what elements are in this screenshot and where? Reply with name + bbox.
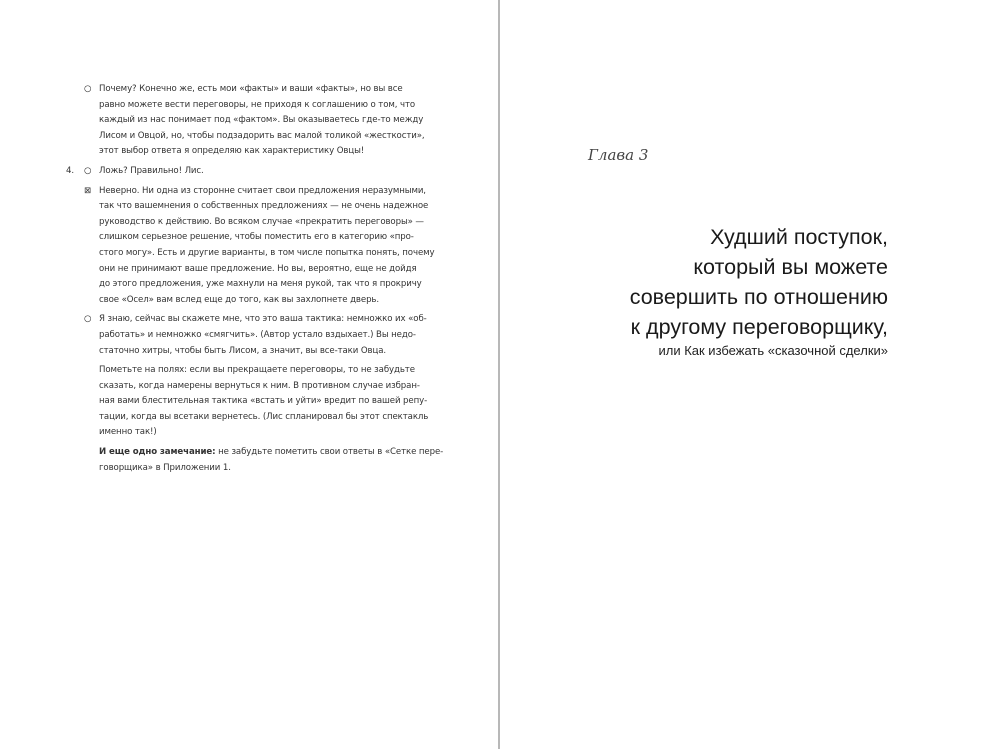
answer-line: Почему? Конечно же, есть мои «факты» и ваши «факты», но вы все [99,84,403,94]
answer-line: слишком серьезное решение, чтобы поместить его в категорию «про- [99,232,414,243]
paragraph-text: не забудьте пометить свои ответы в «Сетке пере- [215,447,444,458]
answer-line: статочно хитры, чтобы быть Лисом, а значит, вы все-таки Овца. [99,345,387,356]
answer-line: свое «Осел» вам вслед еще до того, как вы захлопнете дверь. [99,294,380,305]
option-circle-icon: ○ [84,314,92,325]
option-checked-box-icon: ⊠ [84,185,92,196]
question-number: 4. [66,165,74,176]
left-page [0,0,498,749]
answer-line: Лисом и Овцой, но, чтобы подзадорить вас малой толикой «жесткости», [99,130,425,141]
chapter-title [548,222,888,342]
answer-line: так что вашемнения о собственных предложениях — не очень надежное [99,201,429,212]
answer-line: до этого предложения, уже махнули на меня рукой, так что я прокричу [99,279,422,290]
paragraph-line: говорщика» в Приложении 1. [99,462,231,473]
answer-line: они не принимают ваше предложение. Но вы, вероятно, еще не дойдя [99,263,417,274]
answer-entry [84,82,446,160]
answer-line: руководство к действию. Во всяком случае «прекратить переговоры» — [99,216,424,227]
paragraph-line: тации, когда вы всетаки вернетесь. (Лис спланировал бы этот спектакль [99,411,429,422]
chapter-title-line: совершить по отношению [629,285,888,309]
answer-line: работать» и немножко «смягчить». (Автор устало вздыхает.) Вы недо- [99,329,416,340]
answer-line: Неверно. Ни одна из сторонне считает свои предложения неразумными, [99,185,426,196]
margin-note-paragraph [84,363,446,441]
answer-entry [84,312,446,359]
paragraph-line: ная вами блестительная тактика «встать и уйти» вредит по вашей репу- [99,396,428,407]
right-page [500,0,1000,749]
answer-line: каждый из нас понимает под «фактом». Вы оказываетесь где-то между [99,115,424,126]
answer-key-text [66,82,446,480]
bold-lead-text: И еще одно замечание: [99,447,216,458]
answer-line: Ложь? Правильно! Лис. [99,165,204,176]
chapter-subtitle: или Как избежать «сказочной сделки» [658,343,888,358]
answer-line: Я знаю, сейчас вы скажете мне, что это ваша тактика: немножко их «об- [99,314,427,325]
answer-line: равно можете вести переговоры, не приходя к соглашению о том, что [99,99,416,110]
chapter-title-line: к другому переговорщику, [630,315,888,339]
chapter-title-line: Худший поступок, [710,225,888,249]
chapter-label: Глава 3 [588,146,649,164]
answer-entry [66,164,446,180]
paragraph-line [99,445,446,461]
option-circle-icon: ○ [84,165,92,176]
paragraph-line: Пометьте на полях: если вы прекращаете переговоры, то не забудьте [99,365,415,376]
chapter-title-line: который вы можете [693,255,888,279]
final-remark-paragraph [84,445,446,476]
option-circle-icon: ○ [84,84,92,94]
paragraph-line: именно так!) [99,427,157,438]
paragraph-line: сказать, когда намерены вернуться к ним. В противном случае избран- [99,380,420,391]
answer-entry [84,184,446,309]
answer-line: стого могу». Есть и другие варианты, в том числе попытка понять, почему [99,247,435,258]
answer-line: этот выбор ответа я определяю как характеристику Овцы! [99,146,365,157]
